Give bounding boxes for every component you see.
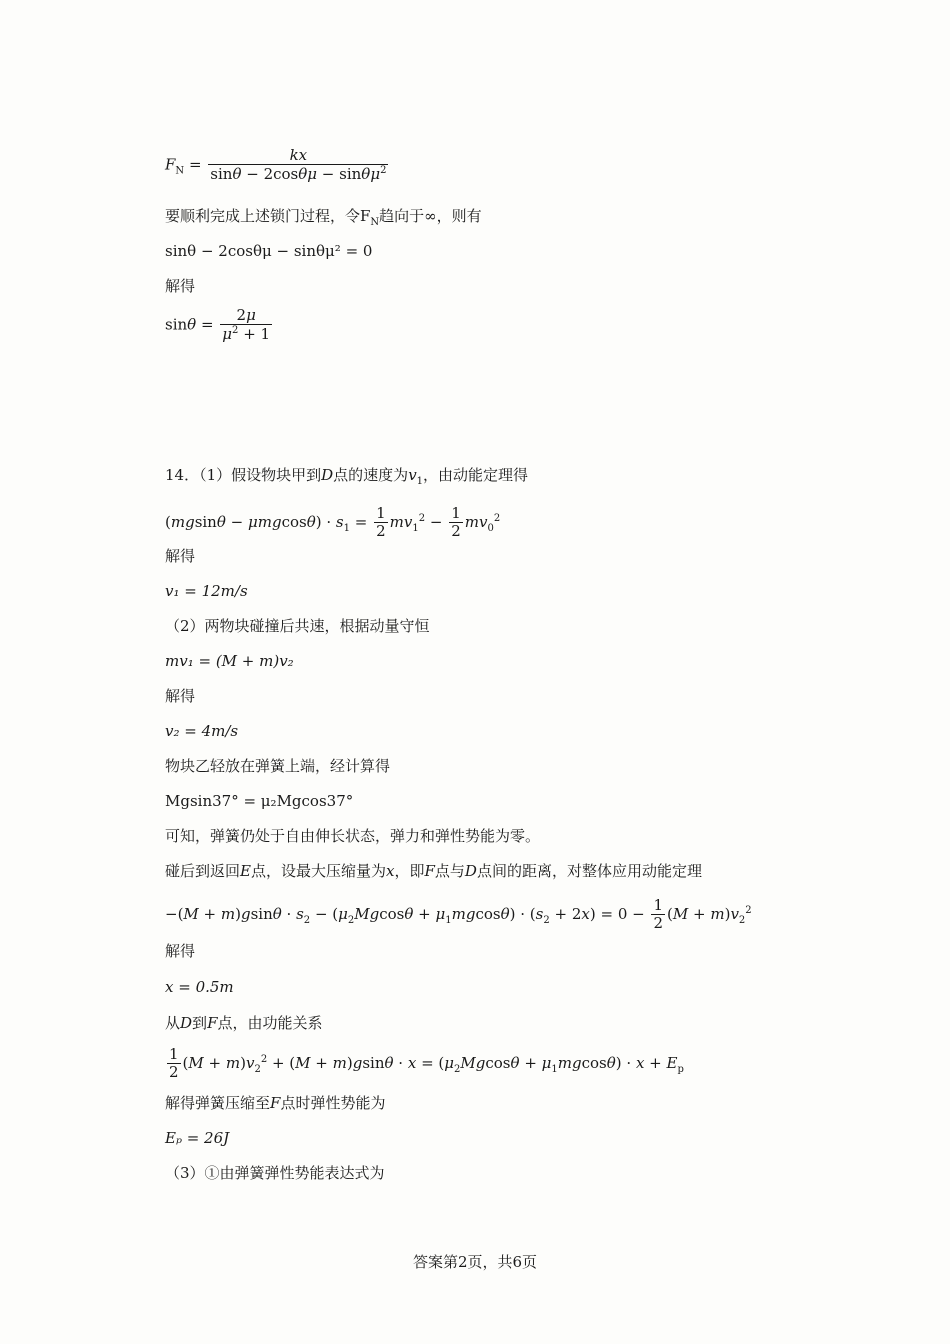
question-14-part2: （2）两物块碰撞后共速，根据动量守恒 <box>165 617 430 635</box>
equation-friction-balance: Mgsin37° = μ₂Mgcos37° <box>165 792 354 810</box>
equation-v1: v₁ = 12m/s <box>165 582 248 600</box>
text-line: 从D到F点，由功能关系 <box>165 1014 323 1032</box>
question-14-part1: 14．（1）假设物块甲到D点的速度为$v_1$，由动能定理得 <box>165 466 529 487</box>
text-line: 可知，弹簧仍处于自由伸长状态，弹力和弹性势能为零。 <box>165 827 541 845</box>
equation-momentum: mv₁ = (M + m)v₂ <box>165 652 294 670</box>
equation-v2: v₂ = 4m/s <box>165 722 239 740</box>
equation-energy-conservation: $\frac{1}{2}$ $(M + m)v_2^2 + (M + m)gsin\theta \cdot x = (\mu_2Mgcos\theta + \mu_1mgcos\theta) \cdot x + E_p$ <box>169 1045 684 1082</box>
text-line: 碰后到返回E点，设最大压缩量为x，即F点与D点间的距离，对整体应用动能定理 <box>165 862 702 880</box>
equation-x: x = 0.5m <box>165 978 234 996</box>
equation-energy-1: $(mgsin\theta - \mu mgcos\theta) \cdot s_1$ = $\frac{1}{2}$ $mv_1^2$ − $\frac{1}{2}$ $mv_0^2$ <box>165 504 501 541</box>
equation-work-energy: $-(M + m)gsin\theta \cdot s_2 - (\mu_2Mgcos\theta + \mu_1mgcos\theta) \cdot (s_2 + 2x) = 0$ − $\frac{1}{2}$ $(M + m)v_2^2$ <box>165 896 752 933</box>
equation-normal-force: $F_N$ = $\frac{kx}{\sin\theta - 2\cos\theta\mu - \sin\theta\mu^2}$ <box>165 146 387 184</box>
text-line: 解得 <box>165 547 196 565</box>
text-line: 要顺利完成上述锁门过程，令$F_N$趋向于∞，则有 <box>165 207 482 228</box>
equation-condition: sinθ − 2cosθμ − sinθμ² = 0 <box>165 242 373 260</box>
equation-sin-theta: sinθ = $\frac{2\mu}{\mu^2 + 1}$ <box>165 306 271 344</box>
text-line: 解得弹簧压缩至F点时弹性势能为 <box>165 1094 386 1112</box>
text-line: 解得 <box>165 687 196 705</box>
text-line: 解得 <box>165 942 196 960</box>
text-line: 物块乙轻放在弹簧上端，经计算得 <box>165 757 391 775</box>
equation-ep: Eₚ = 26J <box>165 1129 230 1147</box>
question-14-part3: （3）①由弹簧弹性势能表达式为 <box>165 1164 385 1182</box>
page-footer: 答案第2页，共6页 <box>412 1253 538 1271</box>
text-line: 解得 <box>165 277 196 295</box>
